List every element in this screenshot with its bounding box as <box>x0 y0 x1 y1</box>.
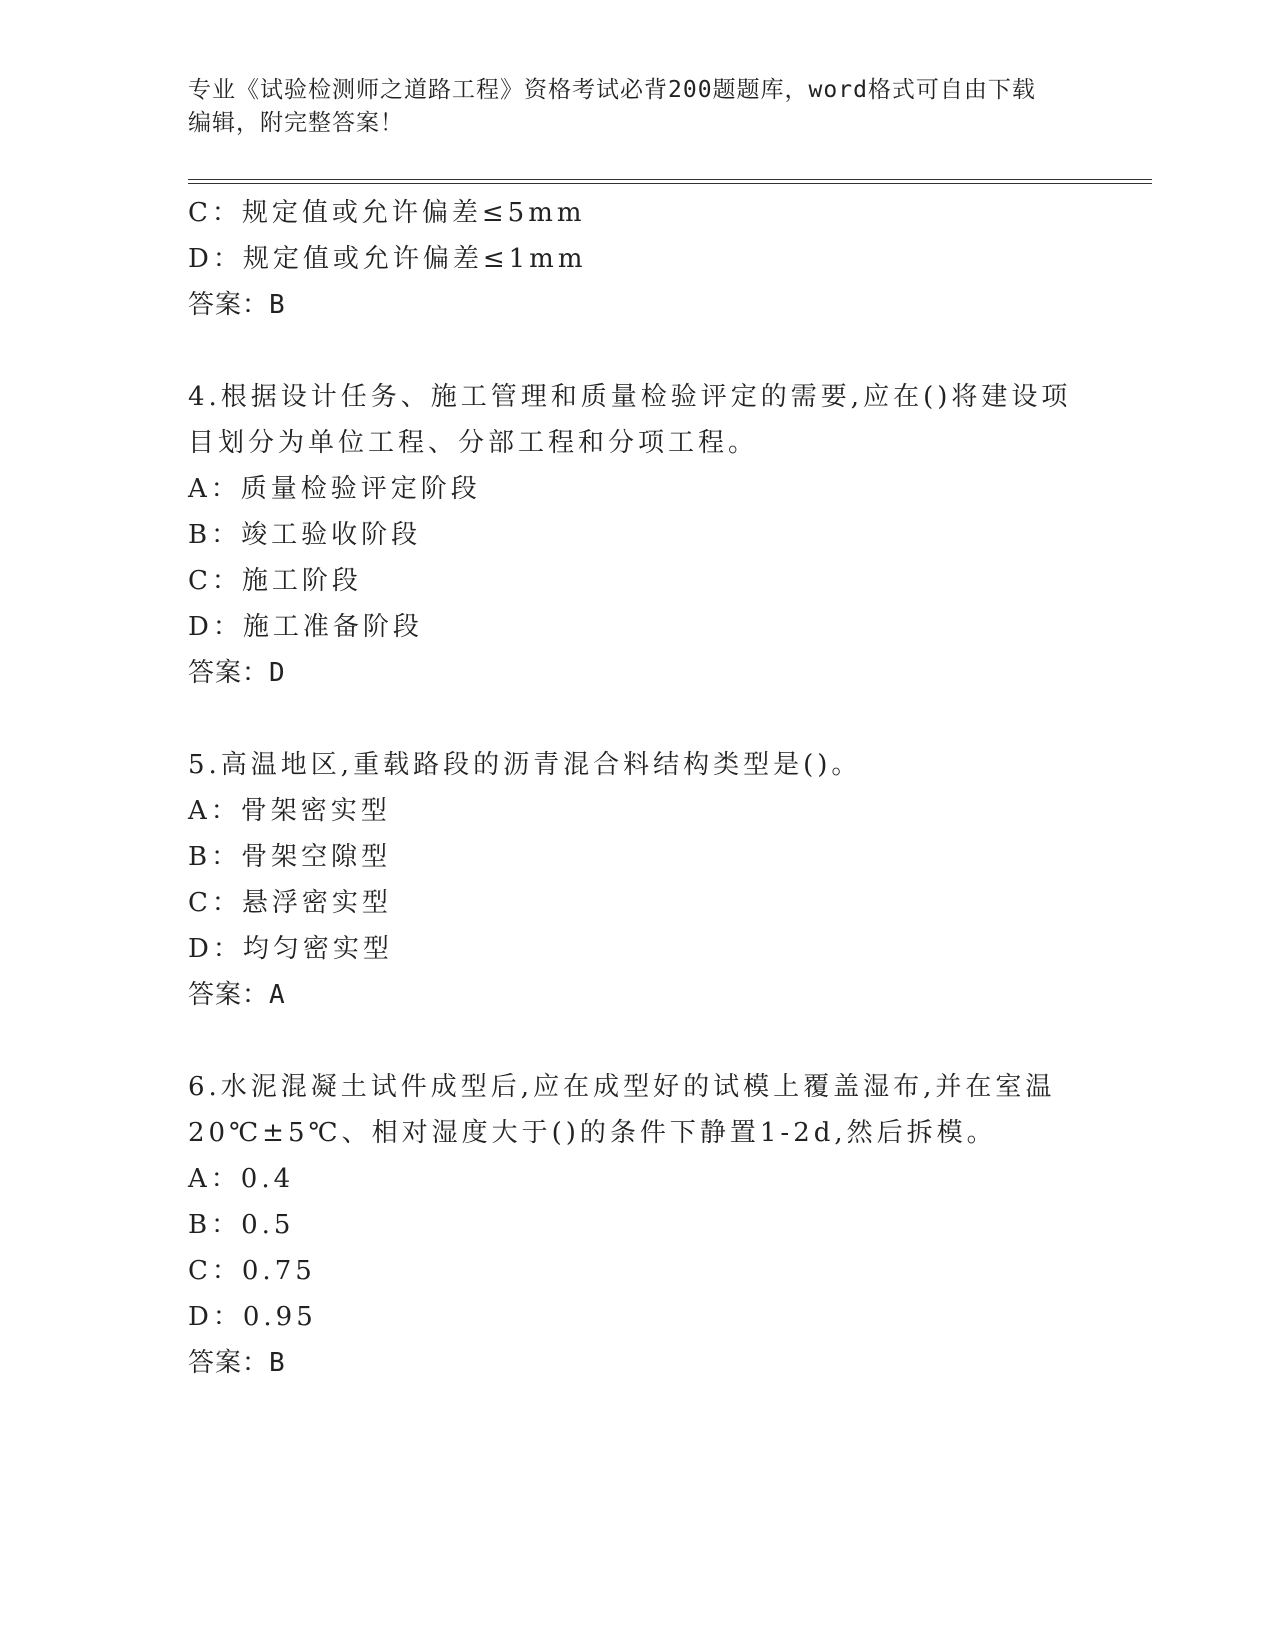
option-c: C：规定值或允许偏差≤5mm <box>188 198 586 228</box>
question-stem-line: 6.水泥混凝土试件成型后,应在成型好的试模上覆盖湿布,并在室温 <box>188 1072 1056 1102</box>
spacer <box>188 328 1152 374</box>
answer-line: 答案：D <box>188 658 286 688</box>
option-b: B：竣工验收阶段 <box>188 520 422 550</box>
question-6 <box>188 1064 1152 1386</box>
option-a: A：质量检验评定阶段 <box>188 474 481 504</box>
option-c: C：悬浮密实型 <box>188 888 392 918</box>
option-b: B：0.5 <box>188 1210 295 1240</box>
header-line-2: 编辑，附完整答案！ <box>188 110 404 136</box>
option-d: D：规定值或允许偏差≤1mm <box>188 244 587 274</box>
answer-line: 答案：B <box>188 1348 286 1378</box>
question-stem-line: 目划分为单位工程、分部工程和分项工程。 <box>188 428 759 458</box>
document-header <box>188 74 1088 140</box>
header-divider-bottom <box>188 183 1152 184</box>
option-d: D：施工准备阶段 <box>188 612 423 642</box>
question-stem-line: 4.根据设计任务、施工管理和质量检验评定的需要,应在()将建设项 <box>188 382 1072 412</box>
question-stem-line: 5.高温地区,重载路段的沥青混合料结构类型是()。 <box>188 750 862 780</box>
answer-line: 答案：B <box>188 290 286 320</box>
option-c: C：0.75 <box>188 1256 316 1286</box>
question-stem-line: 20℃±5℃、相对湿度大于()的条件下静置1-2d,然后拆模。 <box>188 1118 997 1148</box>
spacer <box>188 1018 1152 1064</box>
option-d: D：0.95 <box>188 1302 317 1332</box>
question-3-continued <box>188 190 1152 328</box>
question-4 <box>188 374 1152 696</box>
question-list <box>188 190 1152 1386</box>
option-a: A：0.4 <box>188 1164 295 1194</box>
option-a: A：骨架密实型 <box>188 796 391 826</box>
option-b: B：骨架空隙型 <box>188 842 392 872</box>
question-5 <box>188 742 1152 1018</box>
header-divider-top <box>188 179 1152 180</box>
answer-line: 答案：A <box>188 980 286 1010</box>
option-c: C：施工阶段 <box>188 566 362 596</box>
option-d: D：均匀密实型 <box>188 934 393 964</box>
header-line-1: 专业《试验检测师之道路工程》资格考试必背200题题库，word格式可自由下载 <box>188 77 1036 103</box>
spacer <box>188 696 1152 742</box>
